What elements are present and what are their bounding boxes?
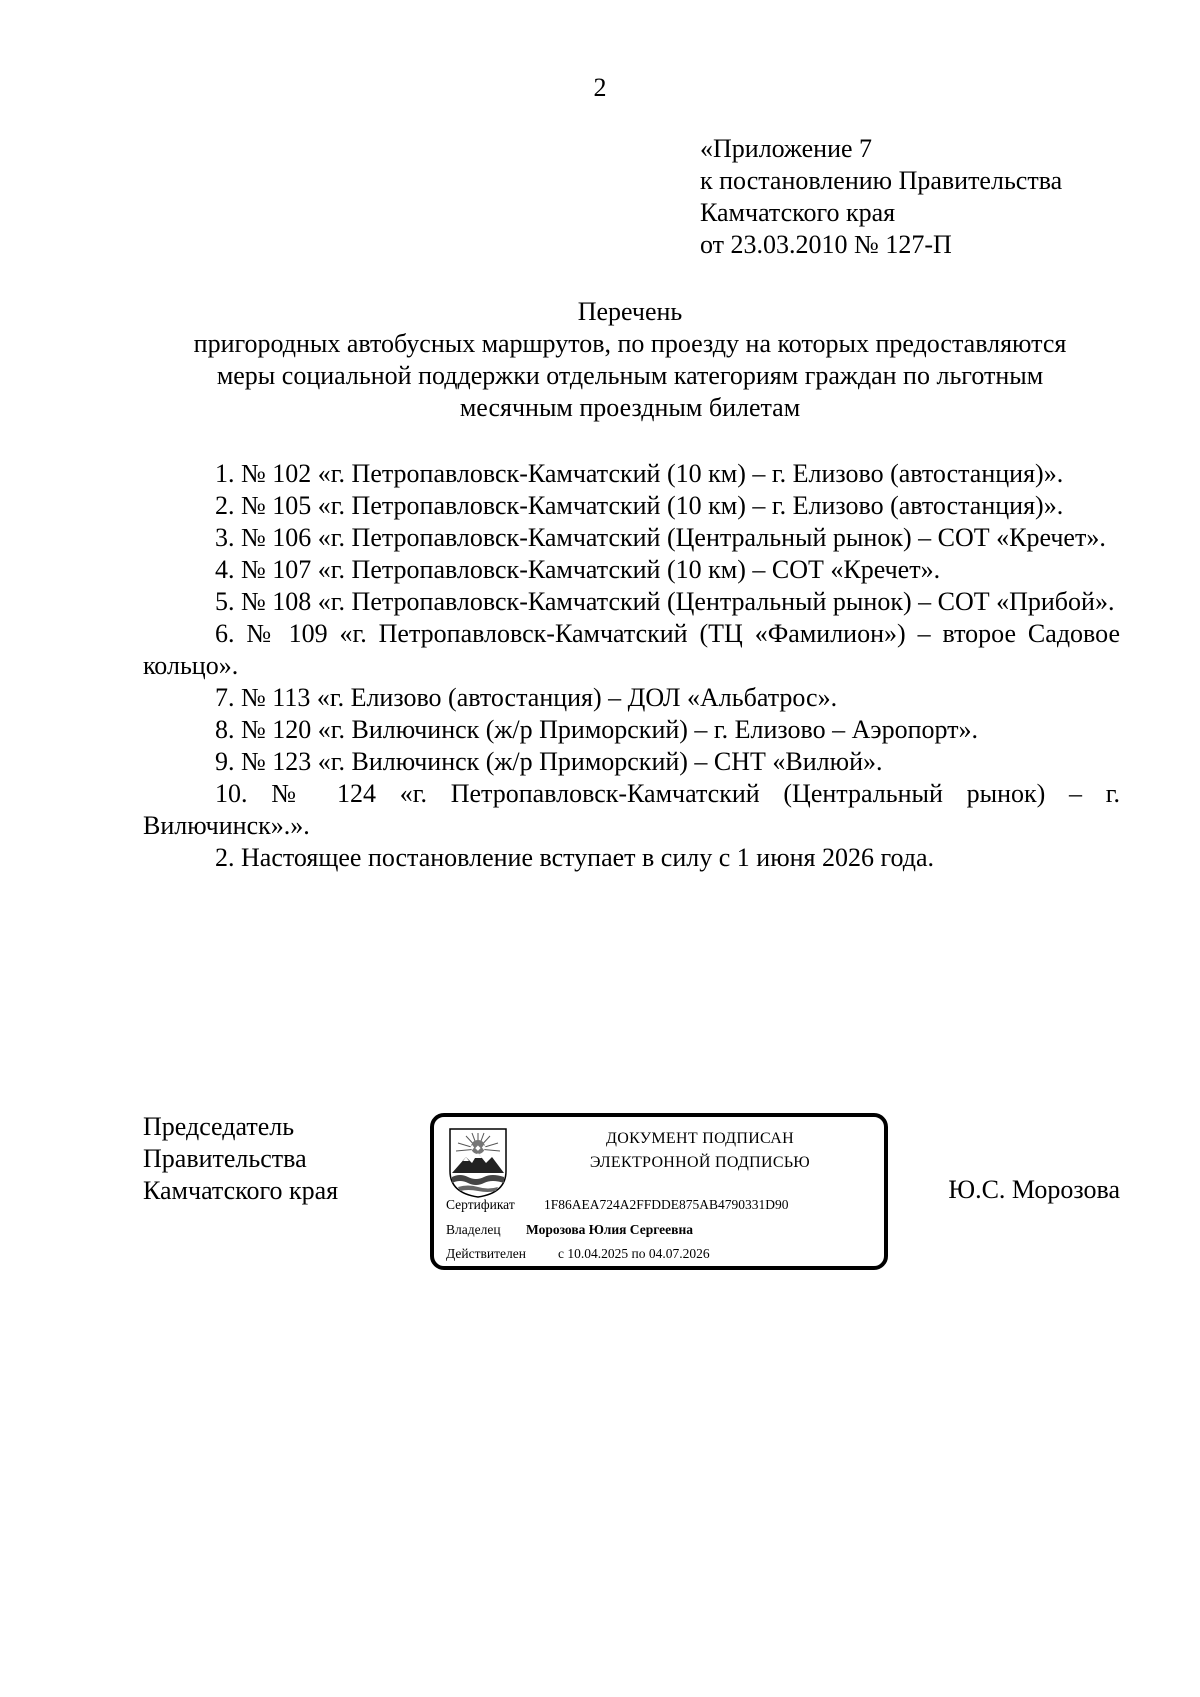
route-item: 9. № 123 «г. Вилючинск (ж/р Приморский) – СНТ «Вилюй». (215, 747, 883, 776)
certificate-label: Сертификат (446, 1197, 515, 1212)
title-line: месячным проездным билетам (459, 393, 801, 422)
title-line: меры социальной поддержки отдельным категориям граждан по льготным (216, 361, 1044, 390)
certificate-value: 1F86AEA724A2FFDDE875AB4790331D90 (544, 1197, 789, 1212)
stamp-title (520, 1127, 880, 1175)
owner-value: Морозова Юлия Сергеевна (526, 1222, 693, 1237)
title-line: пригородных автобусных маршрутов, по проезду на которых предоставляются (193, 329, 1067, 358)
kamchatka-coat-of-arms-icon (448, 1127, 508, 1199)
svg-text:♦◆♦: ♦◆♦ (469, 1144, 487, 1152)
signatory-position (143, 1111, 403, 1207)
valid-label: Действителен (446, 1246, 526, 1261)
effective-date-clause: 2. Настоящее постановление вступает в силу с 1 июня 2026 года. (215, 843, 935, 872)
signatory-name: Ю.С. Морозова (948, 1175, 1120, 1204)
appendix-header (700, 133, 1140, 261)
route-item: 3. № 106 «г. Петропавловск-Камчатский (Центральный рынок) – СОТ «Кречет». (215, 523, 1106, 552)
route-item: 5. № 108 «г. Петропавловск-Камчатский (Центральный рынок) – СОТ «Прибой». (215, 587, 1115, 616)
signatory-position-line: Правительства (143, 1144, 307, 1173)
stamp-title-line: ДОКУМЕНТ ПОДПИСАН (606, 1130, 794, 1147)
owner-label: Владелец (446, 1222, 501, 1237)
route-item: 4. № 107 «г. Петропавловск-Камчатский (10 км) – СОТ «Кречет». (215, 555, 941, 584)
signatory-position-line: Камчатского края (143, 1176, 339, 1205)
route-item: 8. № 120 «г. Вилючинск (ж/р Приморский) – г. Елизово – Аэропорт». (215, 715, 979, 744)
stamp-owner-row (446, 1221, 693, 1239)
route-item: 10. № 124 «г. Петропавловск-Камчатский (Центральный рынок) – г. Вилючинск».». (143, 779, 1120, 840)
valid-value: с 10.04.2025 по 04.07.2026 (558, 1246, 710, 1261)
page-number: 2 (593, 73, 607, 102)
appendix-line: от 23.03.2010 № 127-П (700, 230, 952, 259)
appendix-line: «Приложение 7 (700, 134, 873, 163)
document-title (140, 296, 1120, 424)
title-line: Перечень (577, 297, 683, 326)
electronic-signature-stamp (430, 1113, 888, 1270)
stamp-title-line: ЭЛЕКТРОННОЙ ПОДПИСЬЮ (589, 1154, 811, 1171)
route-item: 2. № 105 «г. Петропавловск-Камчатский (10 км) – г. Елизово (автостанция)». (215, 491, 1064, 520)
stamp-certificate-row (446, 1196, 789, 1214)
route-item: 6. № 109 «г. Петропавловск-Камчатский (ТЦ «Фамилион») – второе Садовое кольцо». (143, 619, 1120, 680)
routes-list (143, 458, 1120, 874)
stamp-validity-row (446, 1245, 710, 1263)
appendix-line: Камчатского края (700, 198, 896, 227)
route-item: 1. № 102 «г. Петропавловск-Камчатский (10 км) – г. Елизово (автостанция)». (215, 459, 1064, 488)
route-item: 7. № 113 «г. Елизово (автостанция) – ДОЛ «Альбатрос». (215, 683, 838, 712)
appendix-line: к постановлению Правительства (700, 166, 1063, 195)
signatory-position-line: Председатель (143, 1112, 295, 1141)
